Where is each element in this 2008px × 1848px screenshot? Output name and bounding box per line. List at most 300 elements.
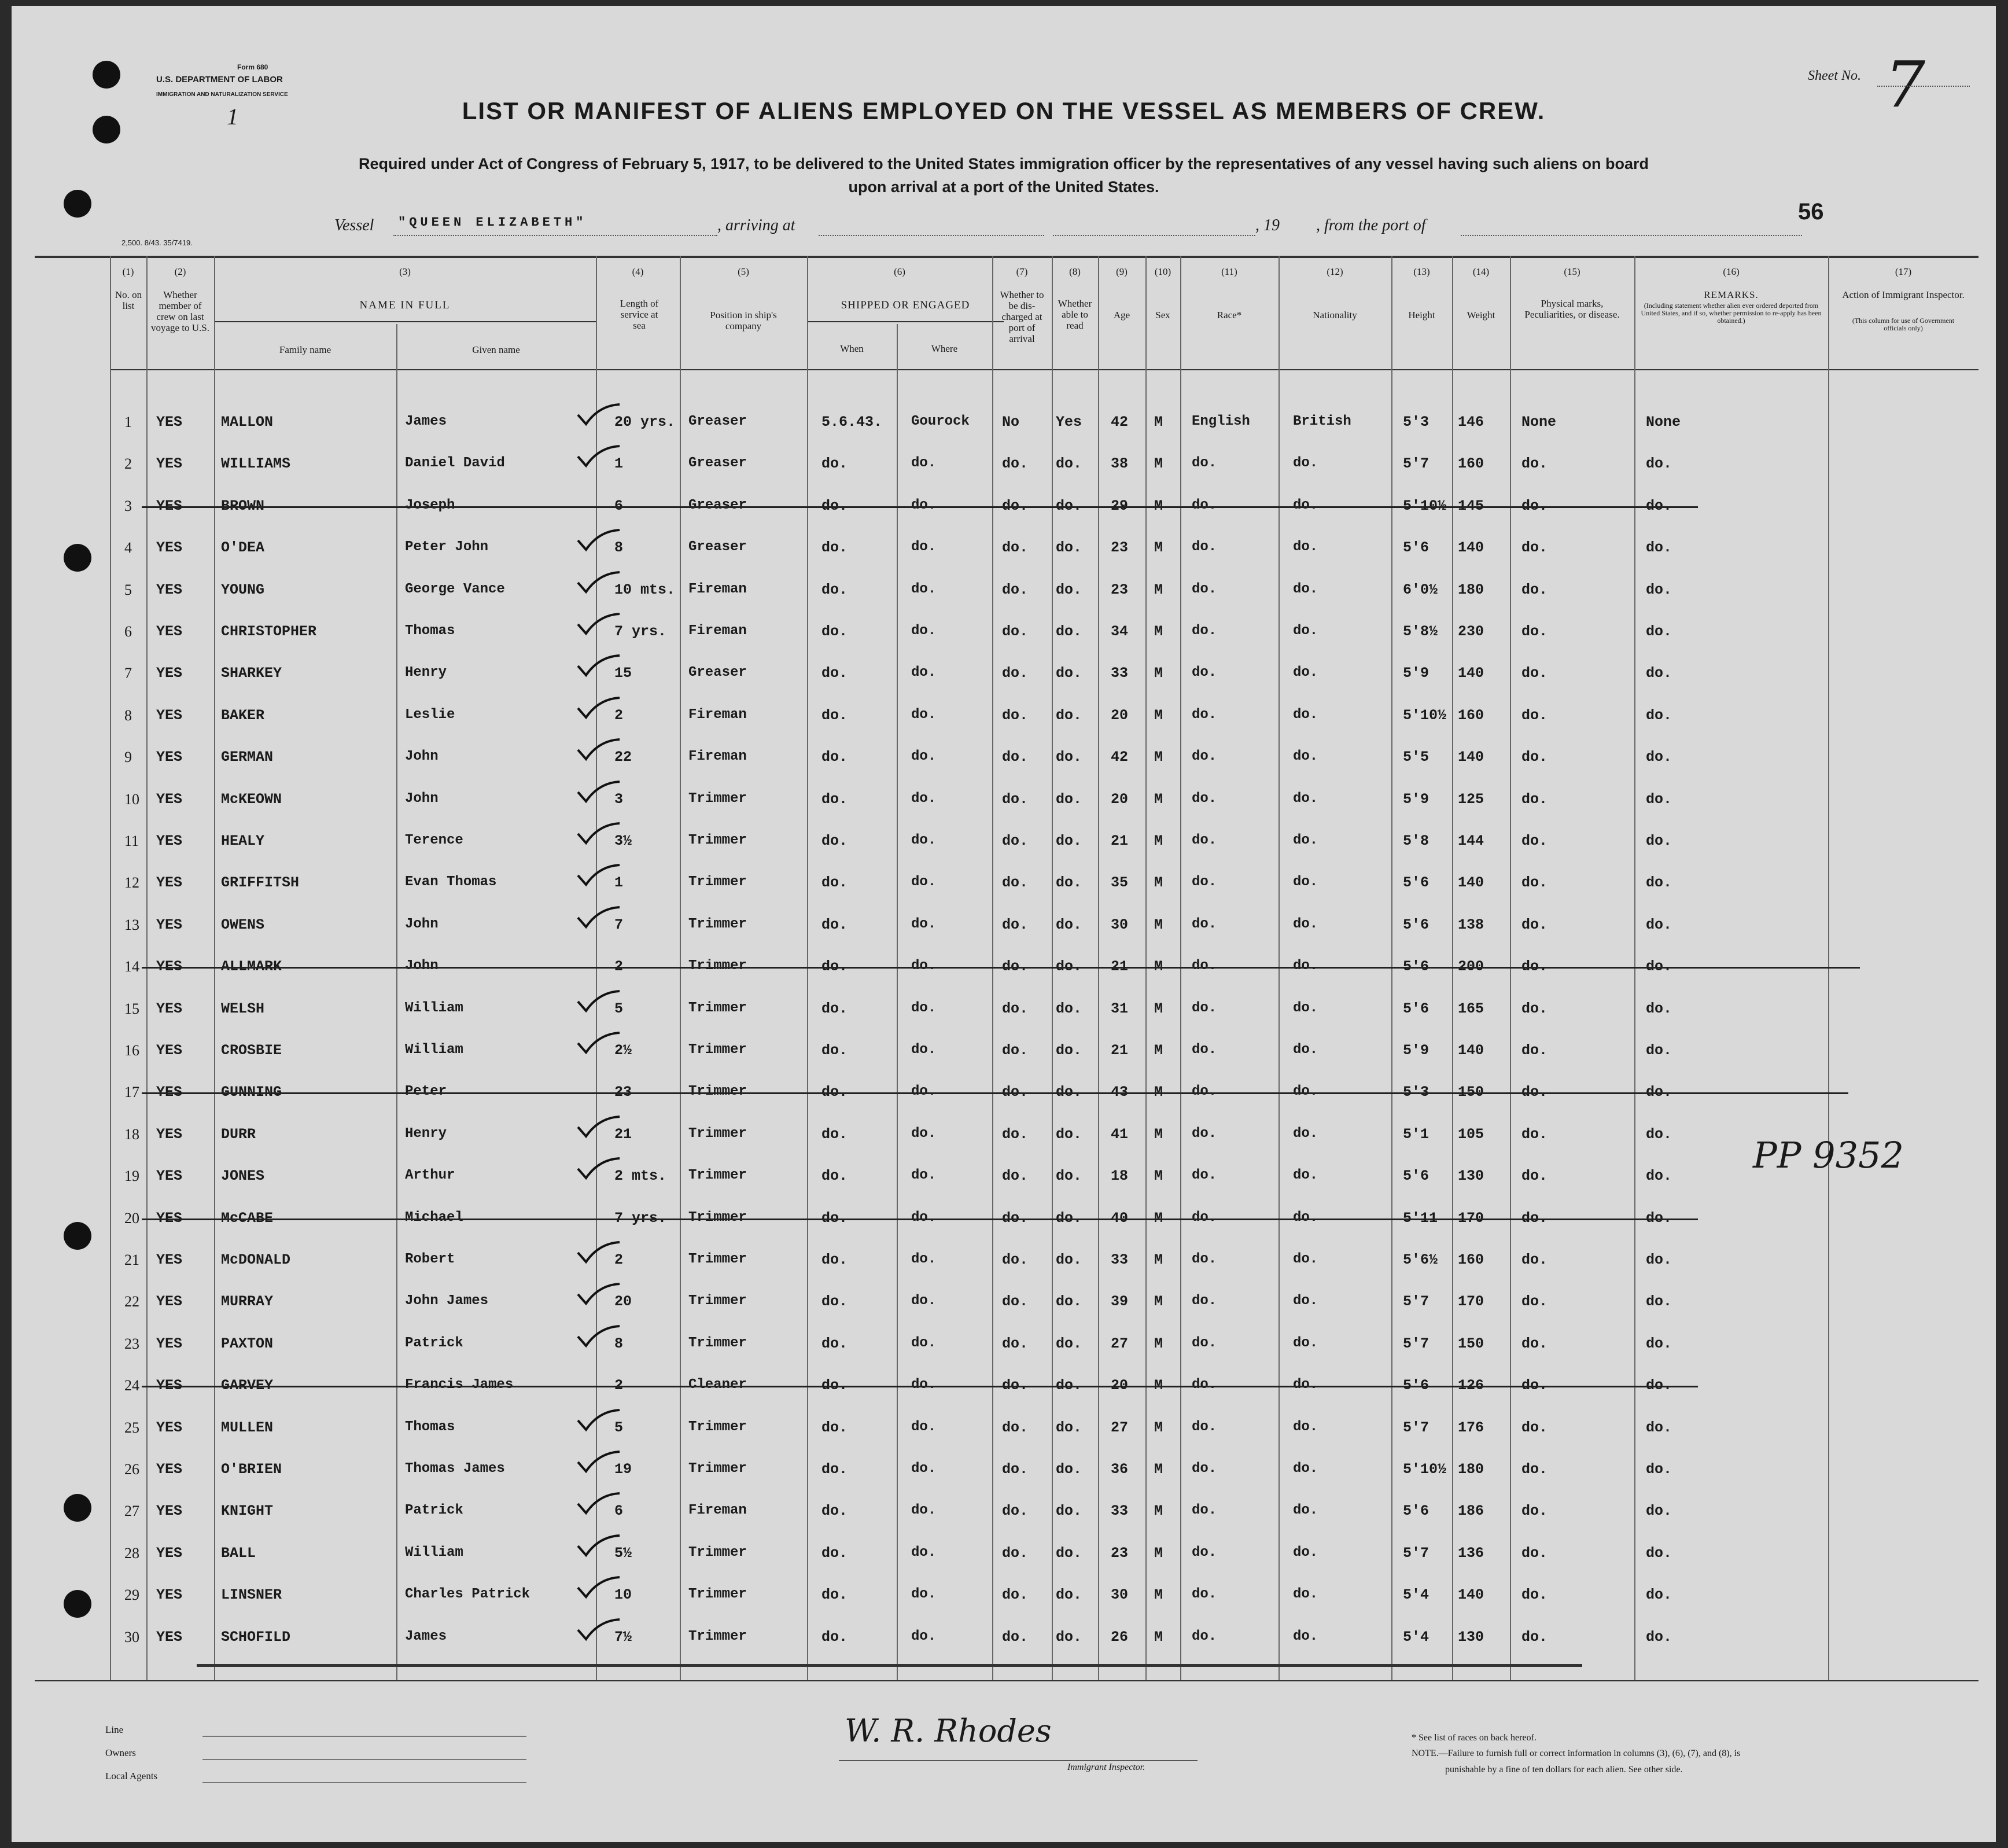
shipped-when: do. (821, 498, 848, 514)
family-name: MALLON (221, 414, 274, 430)
physical-marks: do. (1521, 958, 1548, 975)
nationality: do. (1293, 1419, 1318, 1435)
subtitle-line-1: Required under Act of Congress of February 5, 1917, to be delivered to the United States immigration officer by the representatives of any vessel having such aliens on board (358, 155, 1649, 172)
age: 42 (1111, 749, 1129, 765)
sex: M (1154, 1084, 1163, 1100)
position: Trimmer (688, 1042, 747, 1058)
discharge-status: do. (1002, 1335, 1029, 1352)
able-to-read: do. (1056, 1042, 1082, 1059)
race: do. (1192, 707, 1217, 723)
given-name: James (405, 414, 447, 429)
remarks: do. (1646, 623, 1672, 640)
height: 5'6 (1403, 1168, 1429, 1184)
position: Fireman (688, 707, 747, 723)
remarks: do. (1646, 1461, 1672, 1478)
race: do. (1192, 623, 1217, 639)
family-name: OWENS (221, 916, 265, 933)
position: Trimmer (688, 1629, 747, 1644)
discharge-status: do. (1002, 1503, 1029, 1519)
family-name: HEALY (221, 833, 265, 849)
family-name: GERMAN (221, 749, 274, 765)
row-number: 5 (124, 581, 132, 598)
physical-marks: do. (1521, 1335, 1548, 1352)
height: 5'6 (1403, 1503, 1429, 1519)
family-name: SCHOFILD (221, 1629, 291, 1645)
race: do. (1192, 1586, 1217, 1602)
sheet-number: 7 (1885, 47, 1925, 122)
position: Trimmer (688, 1586, 747, 1602)
crew-status: YES (156, 874, 183, 891)
age: 34 (1111, 623, 1129, 640)
crew-status: YES (156, 1629, 183, 1645)
given-name: Charles Patrick (405, 1586, 530, 1602)
position: Greaser (688, 665, 747, 680)
col7-number: (7) (1016, 266, 1028, 277)
family-name: WELSH (221, 1000, 265, 1017)
physical-marks: do. (1521, 707, 1548, 724)
col16-note: (Including statement whether alien ever ordered deported from United States, and if so, whether permission to re-apply has been obtained.) (1641, 301, 1822, 325)
check-mark-icon (576, 401, 622, 430)
race: English (1192, 414, 1250, 429)
race: do. (1192, 1629, 1217, 1644)
shipped-when: do. (821, 1503, 848, 1519)
shipped-when: do. (821, 1629, 848, 1645)
shipped-where: do. (911, 1419, 937, 1435)
physical-marks: do. (1521, 1629, 1548, 1645)
age: 31 (1111, 1000, 1129, 1017)
crew-status: YES (156, 539, 183, 556)
shipped-where: do. (911, 498, 937, 513)
height: 5'8½ (1403, 623, 1438, 640)
race: do. (1192, 539, 1217, 555)
sex: M (1154, 623, 1163, 640)
remarks: do. (1646, 1503, 1672, 1519)
col17-note: (This column for use of Government officials only) (1852, 316, 1955, 332)
crew-status: YES (156, 1545, 183, 1562)
punch-hole (64, 544, 91, 572)
crew-status: YES (156, 1461, 183, 1478)
weight: 125 (1458, 791, 1484, 808)
length-of-service: 8 (614, 1335, 624, 1352)
sex: M (1154, 749, 1163, 765)
remarks: do. (1646, 1629, 1672, 1645)
family-name: PAXTON (221, 1335, 274, 1352)
col17-header: Action of Immigrant Inspector. (1842, 289, 1965, 300)
able-to-read: do. (1056, 707, 1082, 724)
remarks: do. (1646, 707, 1672, 724)
height: 5'6 (1403, 539, 1429, 556)
discharge-status: do. (1002, 1084, 1029, 1100)
sex: M (1154, 791, 1163, 808)
able-to-read: do. (1056, 1126, 1082, 1143)
race: do. (1192, 791, 1217, 807)
able-to-read: do. (1056, 916, 1082, 933)
position: Trimmer (688, 1461, 747, 1477)
race: do. (1192, 1126, 1217, 1142)
shipped-when: do. (821, 623, 848, 640)
department-name: U.S. DEPARTMENT OF LABOR (156, 75, 283, 84)
able-to-read: do. (1056, 623, 1082, 640)
race: do. (1192, 1168, 1217, 1183)
family-name: O'BRIEN (221, 1461, 282, 1478)
col11-header: Race* (1217, 310, 1242, 321)
col6-number: (6) (894, 266, 905, 277)
row-number: 20 (124, 1210, 139, 1227)
shipped-when: do. (821, 1000, 848, 1017)
punch-hole (64, 1590, 91, 1618)
age: 42 (1111, 414, 1129, 430)
age: 33 (1111, 665, 1129, 682)
able-to-read: do. (1056, 1084, 1082, 1100)
sex: M (1154, 1126, 1163, 1143)
row-number: 27 (124, 1503, 139, 1519)
remarks: do. (1646, 665, 1672, 682)
weight: 138 (1458, 916, 1484, 933)
row-number: 19 (124, 1168, 139, 1184)
race: do. (1192, 455, 1217, 471)
able-to-read: Yes (1056, 414, 1082, 430)
position: Trimmer (688, 874, 747, 890)
weight: 180 (1458, 581, 1484, 598)
remarks: do. (1646, 1000, 1672, 1017)
able-to-read: do. (1056, 1461, 1082, 1478)
height: 5'10½ (1403, 498, 1447, 514)
race: do. (1192, 1210, 1217, 1225)
age: 23 (1111, 581, 1129, 598)
agents-field (202, 1782, 526, 1783)
weight: 200 (1458, 958, 1484, 975)
remarks: do. (1646, 1419, 1672, 1436)
page-title: LIST OR MANIFEST OF ALIENS EMPLOYED ON THE VESSEL AS MEMBERS OF CREW. (462, 97, 1546, 124)
nationality: do. (1293, 916, 1318, 932)
check-mark-icon (576, 736, 622, 765)
height: 5'1 (1403, 1126, 1429, 1143)
col1-number: (1) (122, 266, 134, 277)
given-name: Robert (405, 1251, 455, 1267)
physical-marks: do. (1521, 1377, 1548, 1394)
col11-number: (11) (1221, 266, 1237, 277)
family-name: McDONALD (221, 1251, 291, 1268)
row-number: 30 (124, 1629, 139, 1645)
check-mark-icon (576, 527, 622, 555)
shipped-when: do. (821, 833, 848, 849)
discharge-status: do. (1002, 1251, 1029, 1268)
position: Trimmer (688, 1335, 747, 1351)
discharge-status: do. (1002, 833, 1029, 849)
weight: 150 (1458, 1335, 1484, 1352)
position: Greaser (688, 539, 747, 555)
discharge-status: do. (1002, 455, 1029, 472)
check-mark-icon (576, 1323, 622, 1352)
crew-status: YES (156, 916, 183, 933)
shipped-where: do. (911, 1377, 937, 1393)
weight: 126 (1458, 1377, 1484, 1394)
row-number: 15 (124, 1000, 139, 1017)
length-of-service: 1 (614, 455, 624, 472)
race: do. (1192, 665, 1217, 680)
from-port-label: , from the port of (1316, 216, 1426, 234)
discharge-status: do. (1002, 1126, 1029, 1143)
col16-number: (16) (1723, 266, 1740, 277)
line-field (202, 1736, 526, 1737)
remarks: do. (1646, 749, 1672, 765)
races-note: * See list of races on back hereof. (1412, 1733, 1537, 1743)
sex: M (1154, 665, 1163, 682)
position: Trimmer (688, 1084, 747, 1099)
able-to-read: do. (1056, 1251, 1082, 1268)
weight: 170 (1458, 1210, 1484, 1227)
family-name: WILLIAMS (221, 455, 291, 472)
position: Cleaner (688, 1377, 747, 1393)
nationality: do. (1293, 749, 1318, 764)
able-to-read: do. (1056, 1168, 1082, 1184)
age: 36 (1111, 1461, 1129, 1478)
col6b-header: Where (931, 343, 958, 354)
position: Trimmer (688, 1168, 747, 1183)
sex: M (1154, 1042, 1163, 1059)
shipped-when: 5.6.43. (821, 414, 883, 430)
race: do. (1192, 1293, 1217, 1309)
family-name: BALL (221, 1545, 256, 1562)
crew-status: YES (156, 1419, 183, 1436)
row-number: 29 (124, 1586, 139, 1603)
shipped-where: do. (911, 1168, 937, 1183)
discharge-status: do. (1002, 498, 1029, 514)
col9-number: (9) (1116, 266, 1128, 277)
vessel-name-line (393, 235, 717, 236)
given-name: George Vance (405, 581, 505, 597)
nationality: do. (1293, 1042, 1318, 1058)
discharge-status: do. (1002, 874, 1029, 891)
age: 29 (1111, 498, 1129, 514)
length-of-service: 19 (614, 1461, 632, 1478)
shipped-where: do. (911, 1084, 937, 1099)
family-name: KNIGHT (221, 1503, 274, 1519)
physical-marks: do. (1521, 1251, 1548, 1268)
weight: 160 (1458, 707, 1484, 724)
strike-through-line (142, 1386, 1698, 1387)
able-to-read: do. (1056, 874, 1082, 891)
col4-number: (4) (632, 266, 644, 277)
header-bottom-border (110, 369, 1978, 370)
able-to-read: do. (1056, 1503, 1082, 1519)
given-name: Francis James (405, 1377, 514, 1393)
check-mark-icon (576, 1239, 622, 1268)
shipped-when: do. (821, 1210, 848, 1227)
discharge-status: do. (1002, 707, 1029, 724)
length-of-service: 5 (614, 1000, 624, 1017)
weight: 145 (1458, 498, 1484, 514)
crew-status: YES (156, 1251, 183, 1268)
weight: 146 (1458, 414, 1484, 430)
family-name: GARVEY (221, 1377, 274, 1394)
age: 23 (1111, 539, 1129, 556)
remarks: do. (1646, 916, 1672, 933)
strike-through-line (142, 1092, 1848, 1094)
height: 5'9 (1403, 665, 1429, 682)
check-mark-icon (576, 652, 622, 681)
row-number: 21 (124, 1251, 139, 1268)
sex: M (1154, 874, 1163, 891)
punch-hole (93, 61, 120, 89)
height: 5'6 (1403, 1000, 1429, 1017)
nationality: do. (1293, 874, 1318, 890)
given-name: John (405, 749, 439, 764)
row-number: 26 (124, 1461, 139, 1478)
col14-number: (14) (1472, 266, 1490, 277)
shipped-when: do. (821, 665, 848, 682)
able-to-read: do. (1056, 1419, 1082, 1436)
remarks: do. (1646, 581, 1672, 598)
discharge-status: do. (1002, 916, 1029, 933)
shipped-where: do. (911, 1335, 937, 1351)
discharge-status: do. (1002, 1419, 1029, 1436)
shipped-where: do. (911, 455, 937, 471)
owners-label: Owners (105, 1747, 136, 1758)
col5-number: (5) (738, 266, 749, 277)
row-number: 1 (124, 414, 132, 430)
physical-marks: do. (1521, 1419, 1548, 1436)
age: 20 (1111, 707, 1129, 724)
shipped-where: do. (911, 874, 937, 890)
check-mark-icon (576, 1155, 622, 1184)
position: Fireman (688, 581, 747, 597)
position: Greaser (688, 455, 747, 471)
form-number: Form 680 (237, 63, 268, 71)
nationality: do. (1293, 455, 1318, 471)
date-line (1053, 235, 1255, 236)
age: 30 (1111, 916, 1129, 933)
discharge-status: do. (1002, 1461, 1029, 1478)
row-number: 7 (124, 665, 132, 682)
sex: M (1154, 833, 1163, 849)
check-mark-icon (576, 988, 622, 1017)
nationality: do. (1293, 1629, 1318, 1644)
shipped-where: Gourock (911, 414, 970, 429)
check-mark-icon (576, 904, 622, 933)
shipped-when: do. (821, 1168, 848, 1184)
shipped-when: do. (821, 916, 848, 933)
sex: M (1154, 1293, 1163, 1310)
shipped-when: do. (821, 1419, 848, 1436)
shipped-where: do. (911, 1629, 937, 1644)
height: 5'3 (1403, 1084, 1429, 1100)
remarks: do. (1646, 1251, 1672, 1268)
discharge-status: do. (1002, 1545, 1029, 1562)
remarks: do. (1646, 539, 1672, 556)
crew-status: YES (156, 623, 183, 640)
sex: M (1154, 1503, 1163, 1519)
strike-through-line (142, 506, 1698, 508)
race: do. (1192, 1503, 1217, 1518)
check-mark-icon (576, 443, 622, 472)
shipped-where: do. (911, 749, 937, 764)
handwritten-note: PP 9352 (1753, 1134, 1904, 1176)
remarks: do. (1646, 1586, 1672, 1603)
line-label: Line (105, 1724, 124, 1735)
col16-header: REMARKS. (1704, 289, 1759, 300)
able-to-read: do. (1056, 498, 1082, 514)
shipped-when: do. (821, 1042, 848, 1059)
discharge-status: do. (1002, 1629, 1029, 1645)
position: Trimmer (688, 916, 747, 932)
check-mark-icon (576, 1113, 622, 1142)
row-number: 8 (124, 707, 132, 724)
crew-status: YES (156, 1210, 183, 1227)
remarks: do. (1646, 1210, 1672, 1227)
physical-marks: do. (1521, 1000, 1548, 1017)
family-name: BAKER (221, 707, 265, 724)
height: 5'7 (1403, 1335, 1429, 1352)
nationality: do. (1293, 498, 1318, 513)
shipped-where: do. (911, 1126, 937, 1142)
race: do. (1192, 1335, 1217, 1351)
nationality: do. (1293, 623, 1318, 639)
discharge-status: do. (1002, 665, 1029, 682)
row-number: 14 (124, 958, 139, 975)
position: Trimmer (688, 958, 747, 974)
physical-marks: do. (1521, 1503, 1548, 1519)
physical-marks: do. (1521, 581, 1548, 598)
given-name: Terence (405, 833, 463, 848)
check-mark-icon (576, 778, 622, 807)
penalty-note-1: NOTE.—Failure to furnish full or correct information in columns (3), (6), (7), and (8), is (1412, 1748, 1741, 1758)
race: do. (1192, 1377, 1217, 1393)
remarks: do. (1646, 1084, 1672, 1100)
col10-header: Sex (1155, 310, 1170, 321)
age: 43 (1111, 1084, 1129, 1100)
age: 21 (1111, 1042, 1129, 1059)
length-of-service: 1 (614, 874, 624, 891)
given-name: William (405, 1042, 463, 1058)
height: 5'6 (1403, 916, 1429, 933)
col5-header: Position in ship's company (710, 310, 777, 332)
position: Trimmer (688, 791, 747, 807)
check-mark-icon (576, 1280, 622, 1309)
position: Trimmer (688, 1293, 747, 1309)
remarks: do. (1646, 958, 1672, 975)
able-to-read: do. (1056, 581, 1082, 598)
check-mark-icon (576, 1532, 622, 1561)
print-code: 2,500. 8/43. 35/7419. (121, 238, 193, 247)
col1-header: No. on list (115, 289, 142, 311)
weight: 176 (1458, 1419, 1484, 1436)
shipped-where: do. (911, 1293, 937, 1309)
race: do. (1192, 833, 1217, 848)
length-of-service: 5 (614, 1419, 624, 1436)
race: do. (1192, 1545, 1217, 1560)
given-name: Thomas (405, 1419, 455, 1435)
race: do. (1192, 1042, 1217, 1058)
physical-marks: do. (1521, 665, 1548, 682)
position: Fireman (688, 1503, 747, 1518)
discharge-status: do. (1002, 623, 1029, 640)
remarks: do. (1646, 1126, 1672, 1143)
position: Trimmer (688, 1251, 747, 1267)
crew-status: YES (156, 1586, 183, 1603)
shipped-when: do. (821, 455, 848, 472)
corner-number: 56 (1798, 199, 1824, 224)
given-name: Thomas (405, 623, 455, 639)
sex: M (1154, 916, 1163, 933)
weight: 150 (1458, 1084, 1484, 1100)
shipped-when: do. (821, 1377, 848, 1394)
col17-number: (17) (1895, 266, 1912, 277)
family-name: MURRAY (221, 1293, 274, 1310)
row-number: 2 (124, 455, 132, 472)
discharge-status: do. (1002, 1042, 1029, 1059)
age: 27 (1111, 1335, 1129, 1352)
